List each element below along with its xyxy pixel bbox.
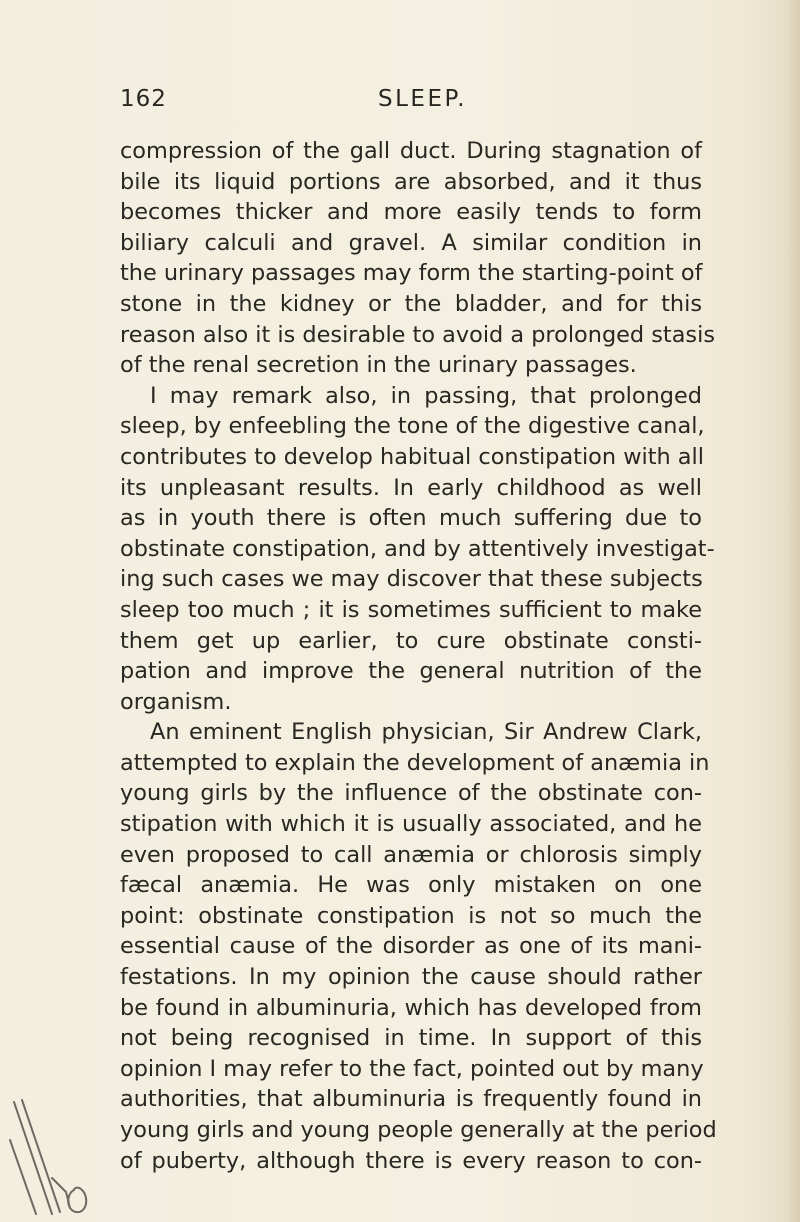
running-head: SLEEP. bbox=[378, 86, 468, 112]
text-line: of the renal secretion in the urinary passages. bbox=[120, 352, 637, 379]
page-header bbox=[120, 86, 700, 116]
text-line: essential cause of the disorder as one of its mani- bbox=[120, 933, 702, 960]
text-line: fæcal anæmia. He was only mistaken on one bbox=[120, 872, 702, 899]
body-text bbox=[120, 136, 717, 1176]
text-line: An eminent English physician, Sir Andrew Clark, bbox=[150, 719, 702, 746]
text-line: young girls and young people generally at the period bbox=[120, 1117, 717, 1143]
text-line: ing such cases we may discover that these subjects bbox=[120, 566, 703, 593]
page-number: 162 bbox=[120, 86, 167, 112]
text-line: bile its liquid portions are absorbed, and it thus bbox=[120, 168, 702, 195]
text-line: the urinary passages may form the starting-point of bbox=[120, 260, 703, 287]
text-line: not being recognised in time. In support of this bbox=[120, 1025, 702, 1052]
text-line: contributes to develop habitual constipation with all bbox=[120, 443, 704, 470]
text-line: obstinate constipation, and by attentively investigat- bbox=[120, 535, 715, 562]
text-line: them get up earlier, to cure obstinate consti- bbox=[120, 627, 702, 654]
text-line: as in youth there is often much suffering due to bbox=[120, 505, 702, 532]
text-line: authorities, that albuminuria is frequently found in bbox=[120, 1086, 702, 1113]
text-line: festations. In my opinion the cause should rather bbox=[120, 964, 702, 991]
text-line: organism. bbox=[120, 688, 232, 715]
text-line: sleep too much ; it is sometimes sufficient to make bbox=[120, 596, 702, 623]
text-line: be found in albuminuria, which has developed from bbox=[120, 994, 702, 1021]
text-line: sleep, by enfeebling the tone of the digestive canal, bbox=[120, 413, 705, 440]
text-line: young girls by the influence of the obstinate con- bbox=[120, 780, 702, 807]
text-line: stipation with which it is usually associated, and he bbox=[120, 811, 702, 838]
text-line: becomes thicker and more easily tends to form bbox=[120, 199, 702, 226]
text-line: biliary calculi and gravel. A similar condition in bbox=[120, 229, 702, 256]
page-edge-shadow bbox=[786, 0, 800, 1222]
text-line: opinion I may refer to the fact, pointed out by many bbox=[120, 1055, 704, 1082]
text-line: its unpleasant results. In early childhood as well bbox=[120, 474, 702, 501]
text-line: compression of the gall duct. During stagnation of bbox=[120, 138, 702, 164]
text-line: of puberty, although there is every reason to con- bbox=[120, 1147, 702, 1174]
text-line: stone in the kidney or the bladder, and for this bbox=[120, 290, 702, 317]
text-line: even proposed to call anæmia or chlorosis simply bbox=[120, 841, 702, 868]
text-line: point: obstinate constipation is not so much the bbox=[120, 902, 702, 929]
text-line: reason also it is desirable to avoid a prolonged stasis bbox=[120, 321, 715, 348]
pencil-scribble-mark bbox=[0, 1082, 160, 1222]
text-line: attempted to explain the development of anæmia in bbox=[120, 749, 710, 776]
text-line: pation and improve the general nutrition of the bbox=[120, 658, 702, 685]
text-line: I may remark also, in passing, that prolonged bbox=[150, 382, 702, 409]
